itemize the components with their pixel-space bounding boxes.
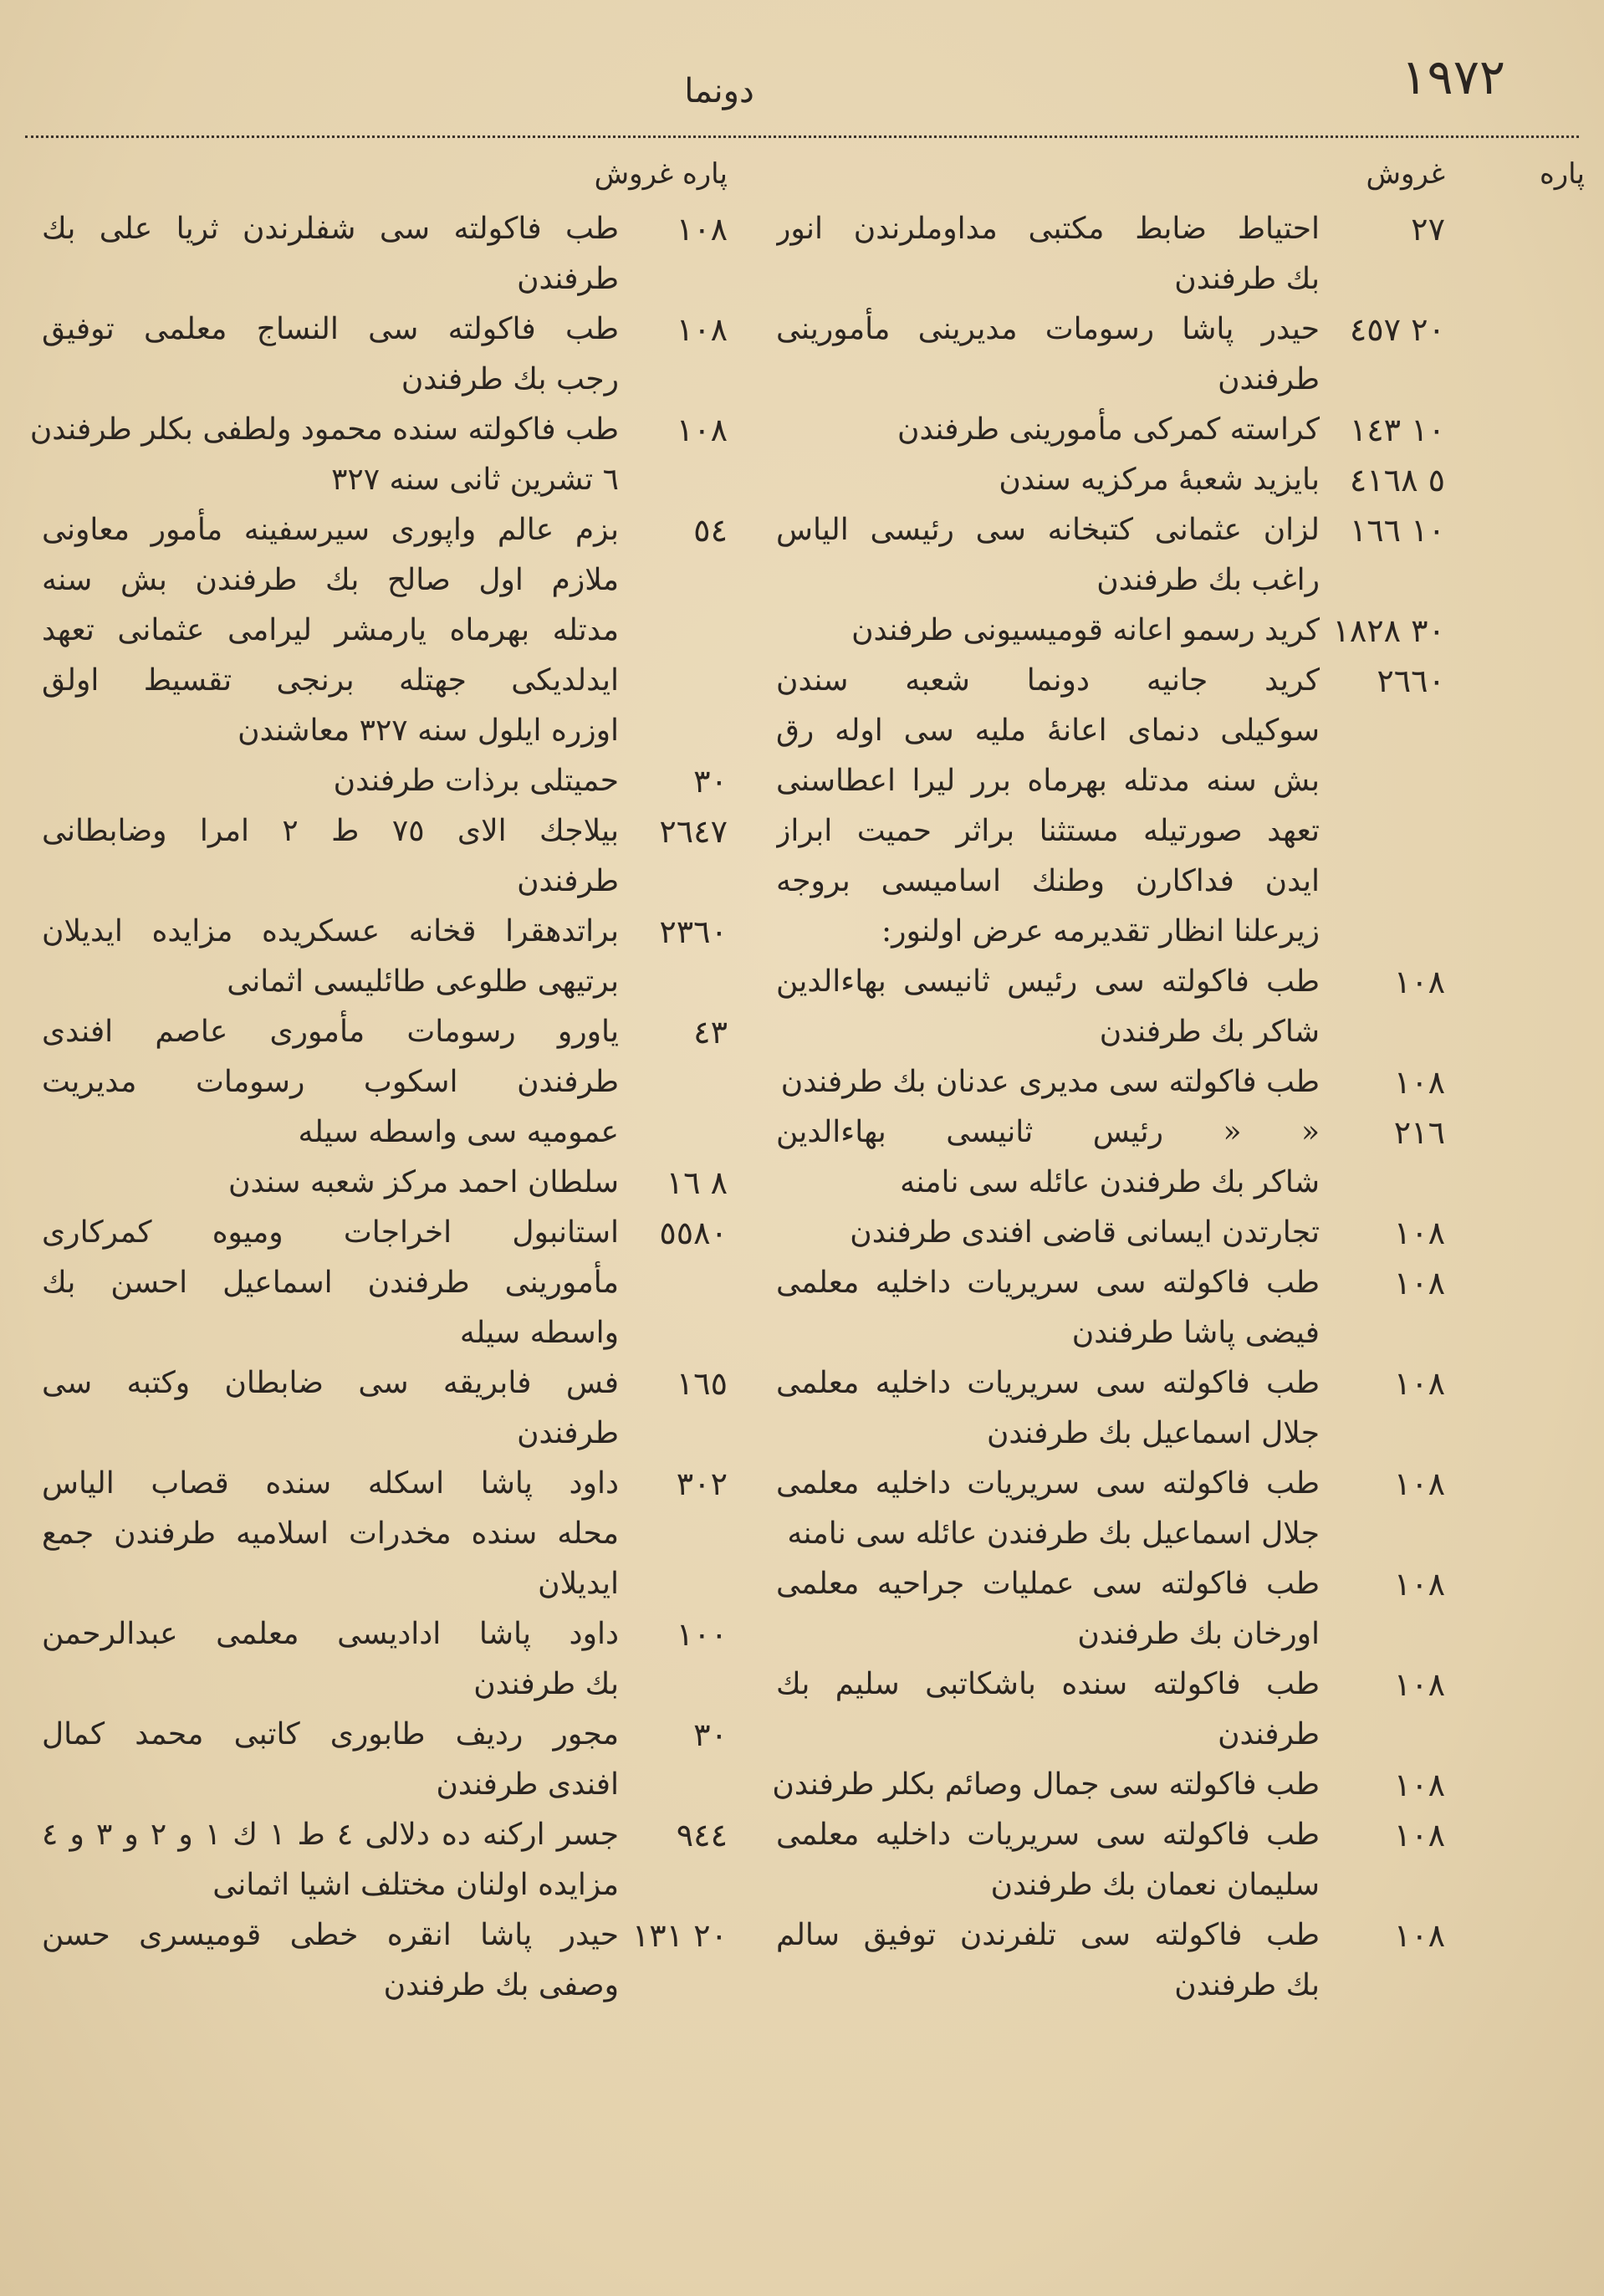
list-item <box>776 1208 1445 1258</box>
entry-text <box>776 1459 1320 1559</box>
entry-line: بيلاجك الاى ٧٥ ط ٢ امرا وضابطانى <box>42 814 619 848</box>
right-column-para-heading: پاره <box>1539 157 1585 191</box>
list-item <box>776 1107 1445 1208</box>
entry-amount: ٥ ٤١٦٨ <box>1349 462 1445 499</box>
entry-text <box>776 1107 1320 1208</box>
entry-line: استانبول اخراجات وميوه كمركارى <box>42 1215 619 1250</box>
entry-amount: ٣٠ <box>693 1716 728 1753</box>
list-item <box>42 1710 728 1810</box>
entry-line: سوكيلى دنماى اعانهٔ مليه سى اوله رق <box>776 713 1320 748</box>
entry-line: فيضى پاشا طرفندن <box>1071 1316 1320 1350</box>
entry-amount: ٢٣٦٠ <box>659 913 728 950</box>
entry-line: جلال اسماعيل بك طرفندن عائله سى نامنه <box>787 1516 1320 1551</box>
entry-amount: ٣٠ <box>693 763 728 800</box>
entry-text <box>776 1208 1320 1258</box>
entry-text <box>776 1910 1320 2011</box>
entry-line: طب فاكولته سى شفلرندن ثريا على بك <box>42 212 619 246</box>
entry-line: طب فاكولته سى النساج معلمى توفيق <box>42 312 619 346</box>
list-item <box>42 907 728 1007</box>
entry-amount: ٢٦٦٠ <box>1377 662 1445 699</box>
entry-line: طرفندن اسكوب رسومات مديريت <box>42 1065 619 1099</box>
list-item <box>42 806 728 907</box>
entry-line: طرفندن <box>517 1416 619 1450</box>
entry-line: راغب بك طرفندن <box>1096 563 1320 597</box>
entry-line: بايزيد شعبهٔ مركزيه سندن <box>999 463 1320 497</box>
list-item <box>42 1810 728 1910</box>
entry-text <box>42 505 619 756</box>
entry-line: لزان عثمانى كتبخانه سى رئيسى الياس <box>776 513 1320 547</box>
entry-line: رجب بك طرفندن <box>401 362 619 396</box>
entry-text <box>42 304 619 405</box>
list-item <box>42 1007 728 1158</box>
entry-line: طب فاكولته سى تلفرندن توفيق سالم <box>776 1918 1320 1952</box>
entry-text <box>776 1258 1320 1358</box>
entry-text <box>776 1559 1320 1659</box>
list-item <box>776 1459 1445 1559</box>
entry-line: سلطان احمد مركز شعبه سندن <box>228 1165 619 1199</box>
right-column <box>772 157 1445 2011</box>
entry-line: طب فاكولته سى سريريات داخليه معلمى <box>776 1266 1320 1300</box>
list-item <box>42 1158 728 1208</box>
entry-line: برتيهى طلوعى طائليسى اثمانى <box>227 964 619 999</box>
entry-line: كريد رسمو اعانه قوميسيونى طرفندن <box>851 613 1320 647</box>
entry-line: سليمان نعمان بك طرفندن <box>990 1868 1320 1902</box>
list-item <box>772 1760 1445 1810</box>
list-item <box>776 1559 1445 1659</box>
entry-text <box>42 1609 619 1710</box>
entry-text <box>776 405 1320 455</box>
list-item <box>776 1910 1445 2011</box>
entry-line: واسطه سيله <box>459 1316 619 1350</box>
entry-line: جسر اركنه ده دلالى ٤ ط ١ ك ١ و ٢ و ٣ و ٤ <box>42 1818 619 1852</box>
list-item <box>42 1609 728 1710</box>
entry-line: داود پاشا اداديسى معلمى عبدالرحمن <box>42 1617 619 1651</box>
list-item <box>776 1810 1445 1910</box>
entry-line: اوزره ايلول سنه ٣٢٧ معاشندن <box>238 713 619 748</box>
entry-line: ايديلان <box>538 1567 619 1601</box>
entry-amount: ٨ ١٦ <box>666 1164 728 1201</box>
entry-line: طرفندن <box>1218 362 1320 396</box>
entry-text <box>42 1910 619 2011</box>
entry-line: طرفندن <box>517 262 619 296</box>
entry-line: مدتله بهرماه يارمشر ليرامى عثمانى تعهد <box>42 613 619 647</box>
entry-line: بك طرفندن <box>473 1667 619 1701</box>
entry-line: مأمورينى طرفندن اسماعيل احسن بك <box>42 1266 619 1300</box>
entry-line: تعهد صورتيله مستثنا براثر حميت ابراز <box>776 814 1320 848</box>
entry-amount: ٥٤ <box>693 512 728 549</box>
entry-line: شاكر بك طرفندن عائله سى نامنه <box>900 1165 1320 1199</box>
entry-text <box>42 756 619 806</box>
entry-amount: ٩٤٤ <box>676 1817 728 1854</box>
entry-text <box>776 1810 1320 1910</box>
list-item <box>42 204 728 304</box>
entry-amount: ١٠٨ <box>676 412 728 448</box>
entry-amount: ١٠ ١٤٣ <box>1349 412 1445 448</box>
entry-text <box>776 1659 1320 1760</box>
entry-line: ايدلديكى جهتله برنجى تقسيط اولق <box>42 663 619 698</box>
entry-amount: ١٠ ١٦٦ <box>1349 512 1445 549</box>
entry-line: حيدر پاشا انقره خطى قوميسرى حسن <box>42 1918 619 1952</box>
list-item <box>776 1057 1445 1107</box>
list-item <box>42 1208 728 1358</box>
entry-amount: ١٠٨ <box>1393 1566 1445 1603</box>
list-item <box>776 505 1445 606</box>
list-item <box>776 1358 1445 1459</box>
entry-amount: ١٠٨ <box>1393 1365 1445 1402</box>
entry-line: محله سنده مخدرات اسلاميه طرفندن جمع <box>42 1516 619 1551</box>
entry-text <box>776 1057 1320 1107</box>
entry-text <box>42 1007 619 1158</box>
entry-line: طب فاكولته سنده باشكاتبى سليم بك <box>776 1667 1320 1701</box>
entry-list <box>29 204 728 2011</box>
entry-line: زيرعلنا انظار تقديرمه عرض اولنور: <box>881 914 1320 949</box>
entry-text <box>42 204 619 304</box>
left-column <box>29 157 728 2011</box>
list-item <box>42 1459 728 1609</box>
entry-line: ياورو رسومات مأمورى عاصم افندى <box>42 1015 619 1049</box>
entry-amount: ١٦٥ <box>676 1365 728 1402</box>
list-item <box>776 1258 1445 1358</box>
entry-text <box>776 957 1320 1057</box>
list-item <box>776 405 1445 455</box>
entry-line: افندى طرفندن <box>436 1767 619 1802</box>
entry-text <box>42 1710 619 1810</box>
entry-line: شاكر بك طرفندن <box>1099 1015 1320 1049</box>
list-item <box>776 606 1445 656</box>
entry-line: طرفندن <box>1218 1717 1320 1751</box>
entry-text <box>30 405 619 505</box>
entry-amount: ١٠٨ <box>1393 964 1445 1000</box>
list-item <box>776 1659 1445 1760</box>
entry-line: جلال اسماعيل بك طرفندن <box>986 1416 1320 1450</box>
list-item <box>42 756 728 806</box>
entry-amount: ١٠٨ <box>676 211 728 248</box>
entry-text <box>42 1358 619 1459</box>
entry-amount: ١٠٨ <box>1393 1465 1445 1502</box>
entry-line: طب فاكولته سى جمال وصائم بكلر طرفندن <box>772 1767 1320 1802</box>
list-item <box>42 1358 728 1459</box>
entry-text <box>42 1208 619 1358</box>
list-item <box>776 204 1445 304</box>
entry-line: بك طرفندن <box>1174 1968 1320 2002</box>
entry-text <box>42 1158 619 1208</box>
entry-line: طب فاكولته سى سريريات داخليه معلمى <box>776 1466 1320 1501</box>
list-item <box>776 656 1445 957</box>
entry-amount: ١٠٨ <box>1393 1817 1445 1854</box>
entry-line: طب فاكولته سى سريريات داخليه معلمى <box>776 1366 1320 1400</box>
column-heading: پاره غروش <box>594 157 728 191</box>
entry-line: كريد جانيه دونما شعبه سندن <box>776 663 1320 698</box>
entry-line: ايدن فداكارن وطنك اساميسى بروجه <box>776 864 1320 898</box>
entry-line: كراسته كمركى مأمورينى طرفندن <box>897 412 1320 447</box>
entry-line: عموميه سى واسطه سيله <box>298 1115 619 1149</box>
entry-text <box>776 455 1320 505</box>
entry-amount: ٥٥٨٠ <box>659 1214 728 1251</box>
entry-amount: ١٠٨ <box>1393 1917 1445 1954</box>
entry-amount: ١٠٨ <box>1393 1767 1445 1803</box>
entry-text <box>776 304 1320 405</box>
entry-line: طب فاكولته سى رئيس ثانيسى بهاءالدين <box>776 964 1320 999</box>
entry-line: طرفندن <box>517 864 619 898</box>
entry-text <box>42 806 619 907</box>
entry-text <box>42 1810 619 1910</box>
entry-amount: ٢٦٤٧ <box>659 813 728 850</box>
entry-line: طب فاكولته سنده محمود ولطفى بكلر طرفندن <box>29 412 619 447</box>
entry-amount: ١٠٠ <box>676 1616 728 1653</box>
entry-line: طب فاكولته سى عمليات جراحيه معلمى <box>776 1567 1320 1601</box>
entry-text <box>772 1760 1320 1810</box>
entry-amount: ٢٧ <box>1411 211 1445 248</box>
list-item <box>42 304 728 405</box>
page-number: ١٩٧٢ <box>1401 49 1505 105</box>
entry-line: تجارتدن ايسانى قاضى افندى طرفندن <box>850 1215 1320 1250</box>
entry-line: بش سنه مدتله بهرماه برر ليرا اعطاسنى <box>776 764 1320 798</box>
entry-amount: ١٠٨ <box>1393 1265 1445 1301</box>
entry-line: طب فاكولته سى سريريات داخليه معلمى <box>776 1818 1320 1852</box>
list-item <box>42 1910 728 2011</box>
list-item <box>42 505 728 756</box>
entry-line: مجور رديف طابورى كاتبى محمد كمال <box>42 1717 619 1751</box>
list-item <box>29 405 728 505</box>
entry-amount: ٤٣ <box>693 1014 728 1051</box>
page-title: دونما <box>684 72 754 110</box>
entry-line: وصفى بك طرفندن <box>383 1968 619 2002</box>
entry-line: حميتلى برذات طرفندن <box>333 764 619 798</box>
entry-line: براتدهقرا قخانه عسكريده مزايده ايديلان <box>42 914 619 949</box>
entry-line: احتياط ضابط مكتبى مداوملرندن انور <box>776 212 1320 246</box>
entry-amount: ٣٠٢ <box>676 1465 728 1502</box>
entry-line: مزايده اولنان مختلف اشيا اثمانى <box>212 1868 619 1902</box>
entry-amount: ١٠٨ <box>1393 1064 1445 1101</box>
entry-line: « « رئيس ثانيسى بهاءالدين <box>776 1115 1320 1149</box>
entry-line: اورخان بك طرفندن <box>1077 1617 1320 1651</box>
entry-amount: ١٠٨ <box>1393 1666 1445 1703</box>
entry-text <box>42 1459 619 1609</box>
entry-text <box>776 505 1320 606</box>
entry-line: حيدر پاشا رسومات مديرينى مأمورينى <box>776 312 1320 346</box>
entry-line: فس فابريقه سى ضابطان وكتبه سى <box>42 1366 619 1400</box>
entry-amount: ٣٠ ١٨٢٨ <box>1332 612 1445 649</box>
entry-list <box>772 204 1445 2011</box>
entry-amount: ٢٠ ١٣١ <box>631 1917 728 1954</box>
entry-text <box>42 907 619 1007</box>
entry-amount: ١٠٨ <box>1393 1214 1445 1251</box>
entry-text <box>776 606 1320 656</box>
entry-line: بزم عالم واپورى سيرسفينه مأمور معاونى <box>42 513 619 547</box>
entry-text <box>776 204 1320 304</box>
list-item <box>776 957 1445 1057</box>
header-divider <box>25 136 1579 138</box>
entry-amount: ٢٠ ٤٥٧ <box>1349 311 1445 348</box>
entry-amount: ١٠٨ <box>676 311 728 348</box>
entry-line: ملازم اول صالح بك طرفندن بش سنه <box>42 563 619 597</box>
column-heading: غروش <box>1366 157 1445 191</box>
entry-line: ٦ تشرين ثانى سنه ٣٢٧ <box>331 463 619 497</box>
entry-text <box>776 1358 1320 1459</box>
list-item <box>776 304 1445 405</box>
entry-line: داود پاشا اسكله سنده قصاب الياس <box>42 1466 619 1501</box>
entry-text <box>776 656 1320 957</box>
entry-line: طب فاكولته سى مديرى عدنان بك طرفندن <box>780 1065 1320 1099</box>
list-item <box>776 455 1445 505</box>
entry-line: بك طرفندن <box>1174 262 1320 296</box>
entry-amount: ٢١٦ <box>1393 1114 1445 1151</box>
